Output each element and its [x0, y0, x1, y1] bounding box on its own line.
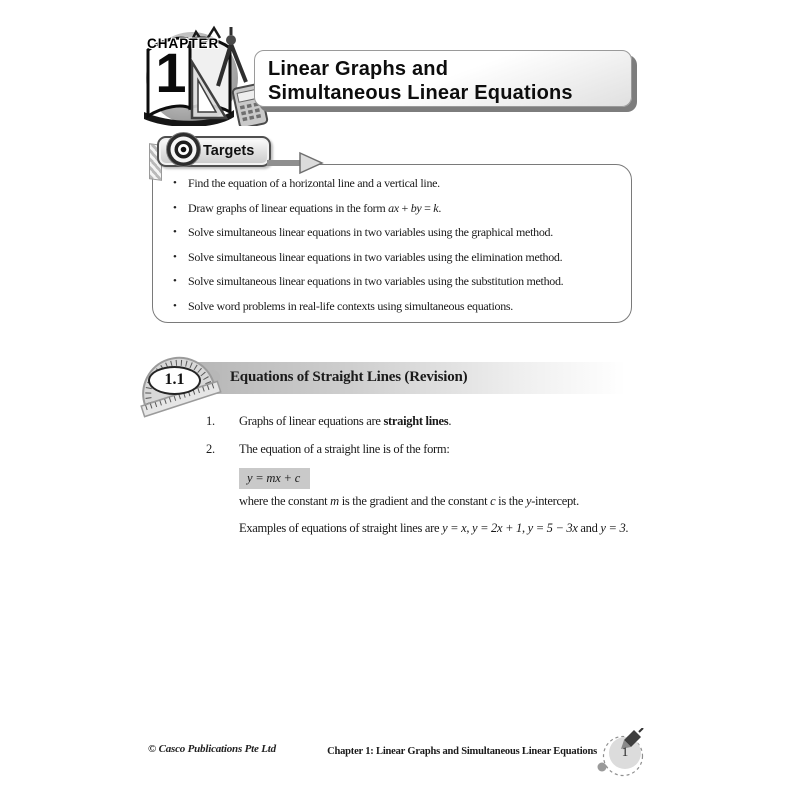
target-bullet-text [188, 248, 562, 265]
text-segment: Examples of equations of straight lines are [239, 521, 443, 535]
examples-line [239, 521, 628, 536]
math-segment: y = 2x + 1 [472, 521, 522, 535]
target-bullet-text [188, 223, 553, 240]
math-segment: ax [388, 200, 399, 215]
target-bullet-text [188, 174, 440, 191]
section-number-badge: 1.1 [148, 366, 201, 395]
target-bullseye-icon [165, 131, 202, 168]
text-segment: -intercept. [531, 494, 579, 508]
text-segment: is the [495, 494, 526, 508]
text-segment: , [521, 521, 528, 535]
chapter-reference-text: Chapter 1: Linear Graphs and Simultaneous Linear Equations [327, 746, 597, 757]
text-segment: where the constant [239, 494, 331, 508]
math-segment: y = 5 − 3x [527, 521, 578, 535]
bullet-icon: • [173, 201, 177, 214]
math-segment: by [410, 200, 422, 215]
text-segment: . [438, 200, 442, 215]
targets-label: Targets [203, 143, 255, 159]
bullet-icon: • [173, 299, 177, 312]
math-segment: y [525, 494, 532, 508]
text-segment: + [398, 200, 411, 215]
chapter-title-box [254, 50, 632, 107]
chapter-number: 1 [155, 41, 187, 104]
text-segment: Find the equation of a horizontal line and a vertical line. [188, 176, 440, 190]
math-segment: y = x [442, 521, 467, 535]
math-segment: y = 3 [600, 521, 626, 535]
target-bullet-item [173, 272, 617, 297]
text-segment: Graphs of linear equations are [239, 414, 384, 428]
target-bullet-text [188, 199, 441, 216]
page-number: 1 [621, 744, 629, 759]
bullet-icon: • [173, 275, 177, 287]
text-segment: is the gradient and the constant [338, 494, 491, 508]
list-item-text [239, 414, 451, 429]
bold-segment: straight lines [383, 414, 449, 428]
target-bullet-item [173, 248, 617, 273]
target-bullet-item [173, 174, 617, 199]
chapter-label: CHAPTER [147, 36, 220, 51]
copyright-text: © Casco Publications Pte Ltd [148, 743, 276, 755]
text-segment: and [577, 521, 601, 535]
text-segment: Draw graphs of linear equations in the form [188, 200, 389, 215]
text-segment: Solve simultaneous linear equations in two variables using the substitution method. [188, 274, 564, 288]
math-segment: c [490, 494, 496, 508]
bullet-icon: • [173, 250, 177, 263]
text-segment: Solve simultaneous linear equations in two variables using the graphical method. [188, 225, 553, 239]
text-segment: , [466, 521, 473, 535]
target-bullet-text [188, 272, 563, 289]
math-segment: k [433, 200, 439, 215]
target-bullet-item [173, 297, 617, 322]
bullet-icon: • [173, 177, 177, 189]
list-number: 1. [206, 414, 215, 428]
text-segment: Solve word problems in real-life contexts using simultaneous equations. [188, 298, 513, 313]
bullet-icon: • [173, 226, 177, 238]
list-number: 2. [206, 442, 215, 456]
where-clause [239, 494, 579, 509]
target-bullet-text [188, 297, 513, 314]
formula-highlight: y = mx + c [239, 468, 310, 489]
targets-box [152, 164, 632, 323]
chapter-title-line2: Simultaneous Linear Equations [268, 82, 573, 104]
math-segment: m [330, 494, 339, 508]
section-header-bar [166, 362, 640, 394]
text-segment: . [448, 414, 452, 428]
right-arrow-icon [267, 151, 325, 175]
text-segment: . [625, 521, 629, 535]
target-bullet-item [173, 199, 617, 224]
list-item-text: The equation of a straight line is of the form: [239, 442, 450, 456]
text-segment: = [421, 200, 434, 215]
chapter-title-line1: Linear Graphs and [268, 58, 449, 80]
target-bullet-item [173, 223, 617, 248]
page-number-badge [595, 728, 650, 783]
text-segment: Solve simultaneous linear equations in two variables using the elimination method. [188, 249, 563, 264]
section-title: Equations of Straight Lines (Revision) [230, 369, 468, 385]
